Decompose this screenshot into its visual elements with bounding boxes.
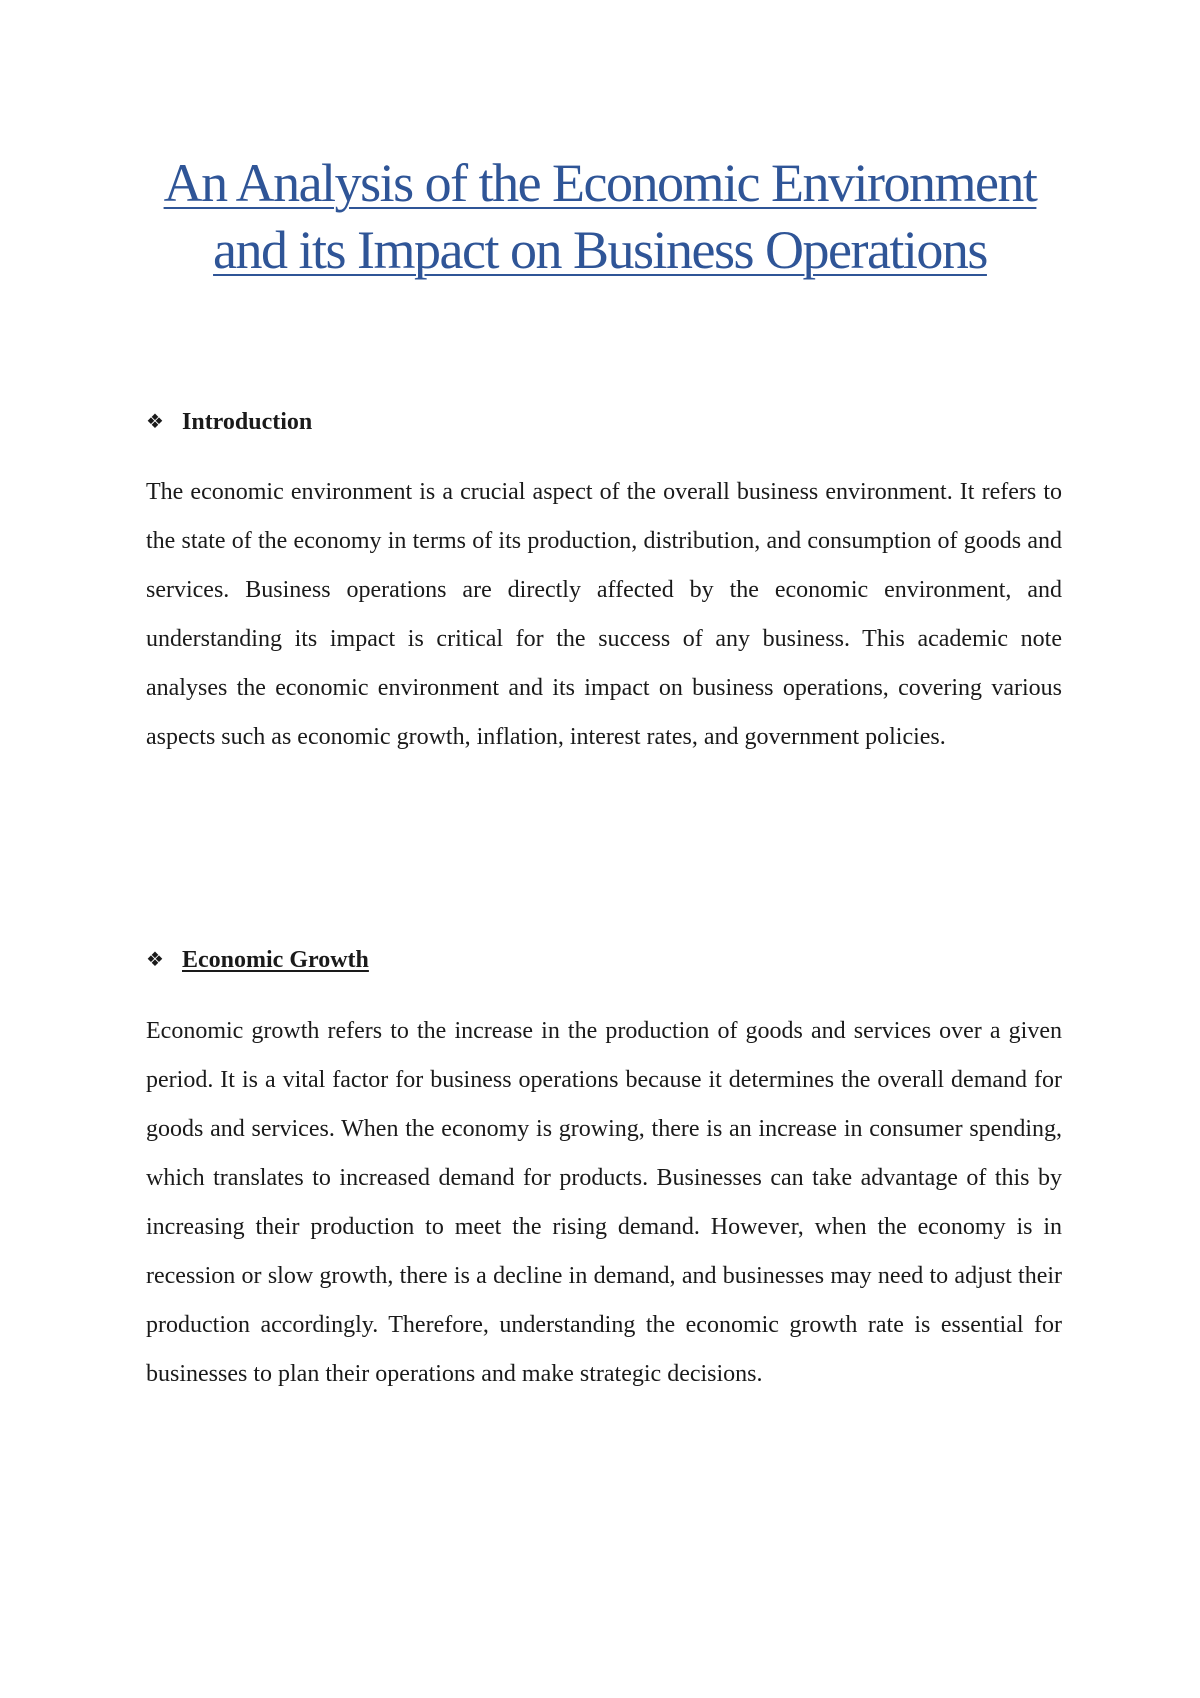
document-title-text: An Analysis of the Economic Environment and its Impact on Business Operations (163, 153, 1037, 280)
diamond-bullet-icon: ❖ (146, 949, 164, 971)
section-heading-text: Introduction (182, 409, 313, 435)
introduction-paragraph: The economic environment is a crucial aspect of the overall business environment. It refers to the state of the economy in terms of its production, distribution, and consumption of goods and services. Business operations are directly affected by the economic environment, and understanding its impact is critical for the success of any business. This academic note analyses the economic environment and its impact on business operations, covering various aspects such as economic growth, inflation, interest rates, and government policies. (146, 479, 1062, 750)
diamond-bullet-icon: ❖ (146, 411, 164, 433)
section-heading-text: Economic Growth (182, 947, 369, 973)
document-title (150, 150, 1050, 284)
section-heading-introduction (146, 407, 312, 437)
economic-growth-paragraph: Economic growth refers to the increase in the production of goods and services over a given period. It is a vital factor for business operations because it determines the overall demand for goods and services. When the economy is growing, there is an increase in consumer spending, which translates to increased demand for products. Businesses can take advantage of this by increasing their production to meet the rising demand. However, when the economy is in recession or slow growth, there is a decline in demand, and businesses may need to adjust their production accordingly. Therefore, understanding the economic growth rate is essential for businesses to plan their operations and make strategic decisions. (146, 1018, 1062, 1387)
section-heading-economic-growth (146, 945, 369, 975)
